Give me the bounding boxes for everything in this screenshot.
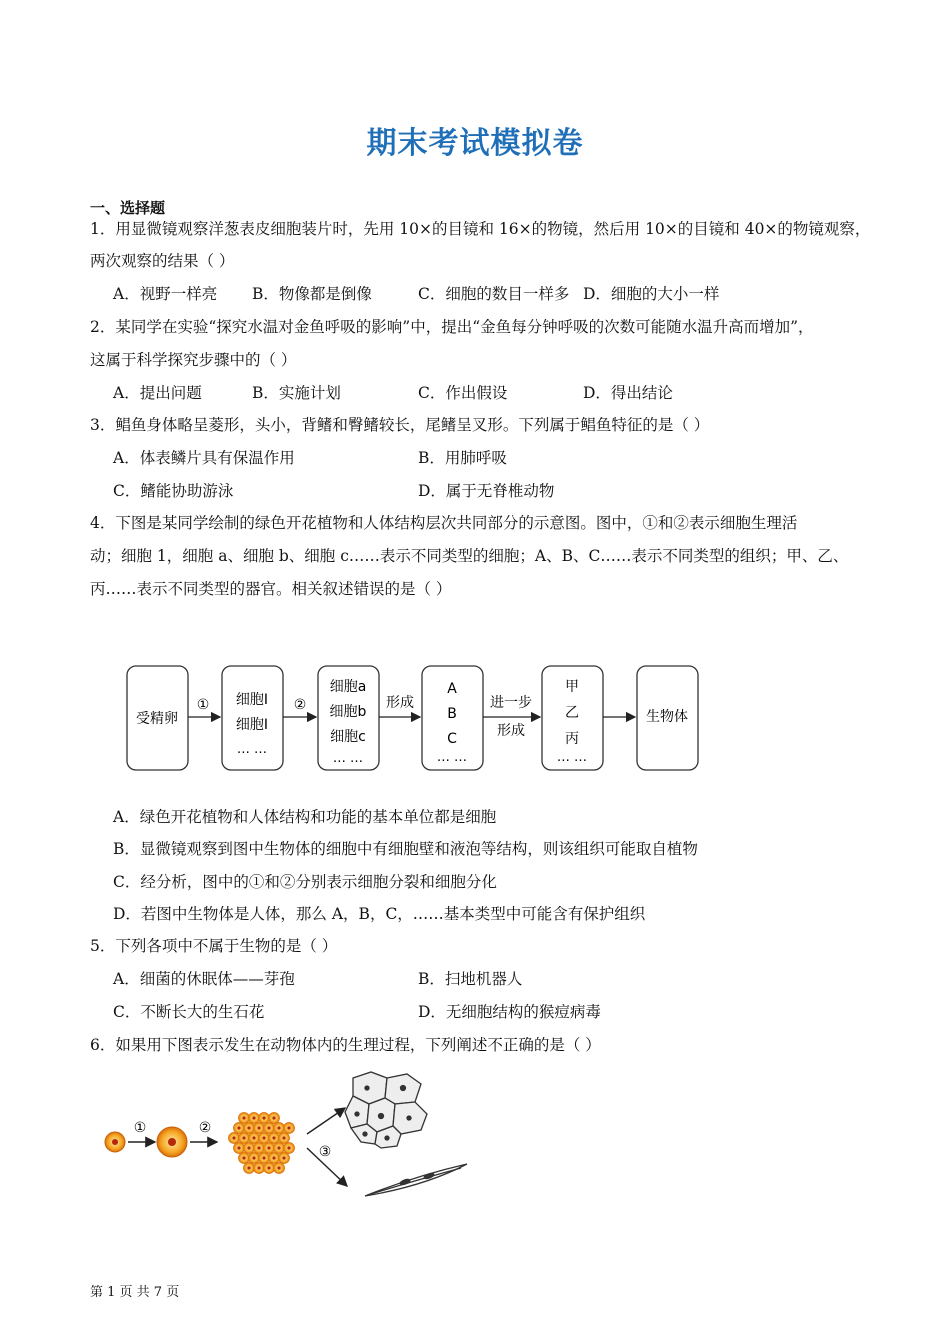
arrow2-label: ②	[293, 697, 307, 713]
q5-option-a[interactable]: A．细菌的休眠体——芽孢	[113, 970, 295, 988]
section-heading: 一、选择题	[90, 199, 166, 217]
q1-text-line2: 两次观察的结果（ ）	[90, 252, 235, 270]
arrow4-label-top: 进一步	[490, 695, 532, 711]
box1-label: 受精卵	[136, 711, 178, 727]
cluster-cell-nucleus	[277, 1146, 280, 1149]
cluster-cell-nucleus	[272, 1116, 275, 1119]
q3-option-c[interactable]: C．鳍能协助游泳	[113, 482, 234, 500]
q2-option-b[interactable]: B．实施计划	[252, 384, 341, 402]
cluster-cell-nucleus	[277, 1126, 280, 1129]
box5-line1: 甲	[565, 679, 579, 695]
cluster-cell-nucleus	[247, 1146, 250, 1149]
cluster-cell-nucleus	[267, 1166, 270, 1169]
cluster-cell-nucleus	[247, 1126, 250, 1129]
box4-line1: A	[447, 681, 457, 697]
box4-line2: B	[447, 706, 457, 722]
box3-line3: 细胞c	[330, 729, 366, 745]
cell-process-diagram	[95, 1068, 485, 1208]
q4-option-c[interactable]: C．经分析，图中的①和②分别表示细胞分裂和细胞分化	[113, 873, 497, 891]
step3-label: ③	[318, 1144, 332, 1160]
q1-option-a[interactable]: A．视野一样亮	[113, 285, 218, 303]
q2-text-line1: 2．某同学在实验“探究水温对金鱼呼吸的影响”中，提出“金鱼每分钟呼吸的次数可能随水温升高而增加”，	[90, 318, 814, 336]
box6-label: 生物体	[646, 709, 688, 725]
q3-option-d[interactable]: D．属于无脊椎动物	[418, 482, 555, 500]
arrow1-label: ①	[196, 697, 210, 713]
cluster-cell-nucleus	[232, 1136, 235, 1139]
q5-option-b[interactable]: B．扫地机器人	[418, 970, 523, 988]
cluster-cell-nucleus	[252, 1136, 255, 1139]
box3-line4: … …	[332, 751, 364, 766]
box2-line1: 细胞Ⅰ	[235, 692, 269, 708]
q5-option-c[interactable]: C．不断长大的生石花	[113, 1003, 265, 1021]
box4-line4: … …	[436, 750, 468, 765]
box3-line1: 细胞a	[329, 679, 367, 695]
box5-line3: 丙	[565, 731, 579, 747]
q4-text-line1: 4．下图是某同学绘制的绿色开花植物和人体结构层次共同部分的示意图。图中，①和②表示细胞生理活	[90, 514, 798, 532]
arrow4-label-bottom: 形成	[497, 723, 525, 739]
step1-label: ①	[133, 1120, 147, 1136]
q6-text-line1: 6．如果用下图表示发生在动物体内的生理过程，下列阐述不正确的是（ ）	[90, 1036, 601, 1054]
cluster-cell-nucleus	[262, 1136, 265, 1139]
box3-line2: 细胞b	[329, 704, 367, 720]
cluster-cell-nucleus	[237, 1146, 240, 1149]
cluster-cell-nucleus	[242, 1136, 245, 1139]
cluster-cell-nucleus	[257, 1126, 260, 1129]
cluster-cell-nucleus	[272, 1156, 275, 1159]
cluster-cell-nucleus	[262, 1116, 265, 1119]
box5-line2: 乙	[565, 705, 579, 721]
q5-text-line1: 5．下列各项中不属于生物的是（ ）	[90, 937, 338, 955]
cluster-cell-nucleus	[287, 1126, 290, 1129]
cluster-cell-nucleus	[257, 1166, 260, 1169]
cluster-cell-nucleus	[267, 1146, 270, 1149]
q5-option-d[interactable]: D．无细胞结构的猴痘病毒	[418, 1003, 601, 1021]
cluster-cell-nucleus	[282, 1156, 285, 1159]
cluster-cell-nucleus	[272, 1136, 275, 1139]
q4-option-a[interactable]: A．绿色开花植物和人体结构和功能的基本单位都是细胞	[113, 808, 497, 826]
q1-option-d[interactable]: D．细胞的大小一样	[583, 285, 720, 303]
cluster-cell-nucleus	[257, 1146, 260, 1149]
page-footer: 第 1 页 共 7 页	[90, 1285, 180, 1300]
q3-text-line1: 3．鲳鱼身体略呈菱形，头小，背鳍和臀鳍较长，尾鳍呈叉形。下列属于鲳鱼特征的是（ ）	[90, 416, 710, 434]
cluster-cell-nucleus	[252, 1116, 255, 1119]
page-title: 期末考试模拟卷	[366, 126, 584, 161]
q4-option-d[interactable]: D．若图中生物体是人体，那么 A，B，C，……基本类型中可能含有保护组织	[113, 905, 646, 923]
cluster-cell-nucleus	[262, 1156, 265, 1159]
box4-line3: C	[447, 731, 457, 747]
q1-option-c[interactable]: C．细胞的数目一样多	[418, 285, 570, 303]
q2-option-d[interactable]: D．得出结论	[583, 384, 673, 402]
q4-text-line2: 动；细胞 1，细胞 a、细胞 b、细胞 c……表示不同类型的细胞；A、B、C……表示不同类型的组织；甲、乙、	[90, 547, 849, 565]
q2-option-c[interactable]: C．作出假设	[418, 384, 508, 402]
q3-option-a[interactable]: A．体表鳞片具有保温作用	[113, 449, 295, 467]
q2-text-line2: 这属于科学探究步骤中的（ ）	[90, 351, 297, 369]
arrow3-label: 形成	[386, 695, 414, 711]
cluster-cell-nucleus	[287, 1146, 290, 1149]
q4-text-line3: 丙……表示不同类型的器官。相关叙述错误的是（ ）	[90, 580, 452, 598]
irregular-cells	[345, 1072, 427, 1148]
q2-option-a[interactable]: A．提出问题	[113, 384, 202, 402]
cluster-cell-nucleus	[267, 1126, 270, 1129]
box2-line2: 细胞Ⅰ	[235, 717, 269, 733]
cluster-cell-nucleus	[242, 1156, 245, 1159]
q3-option-b[interactable]: B．用肺呼吸	[418, 449, 507, 467]
structure-level-diagram	[115, 655, 715, 780]
cluster-cell-nucleus	[237, 1126, 240, 1129]
q4-option-b[interactable]: B．显微镜观察到图中生物体的细胞中有细胞壁和液泡等结构，则该组织可能取自植物	[113, 840, 698, 858]
spindle-cells	[365, 1164, 467, 1196]
box5-line4: … …	[556, 750, 588, 765]
step2-label: ②	[198, 1120, 212, 1136]
cluster-cell-nucleus	[277, 1166, 280, 1169]
cluster-cell-nucleus	[252, 1156, 255, 1159]
box2-line3: … …	[236, 742, 268, 757]
cluster-cell-nucleus	[242, 1116, 245, 1119]
cluster-cell-nucleus	[282, 1136, 285, 1139]
cell-cluster	[228, 1112, 294, 1173]
q1-option-b[interactable]: B．物像都是倒像	[252, 285, 372, 303]
q1-text-line1: 1．用显微镜观察洋葱表皮细胞装片时，先用 10×的目镜和 16×的物镜，然后用 10×的目镜和 40×的物镜观察，	[90, 220, 871, 238]
cluster-cell-nucleus	[247, 1166, 250, 1169]
arrow-step3-upper	[307, 1108, 345, 1134]
